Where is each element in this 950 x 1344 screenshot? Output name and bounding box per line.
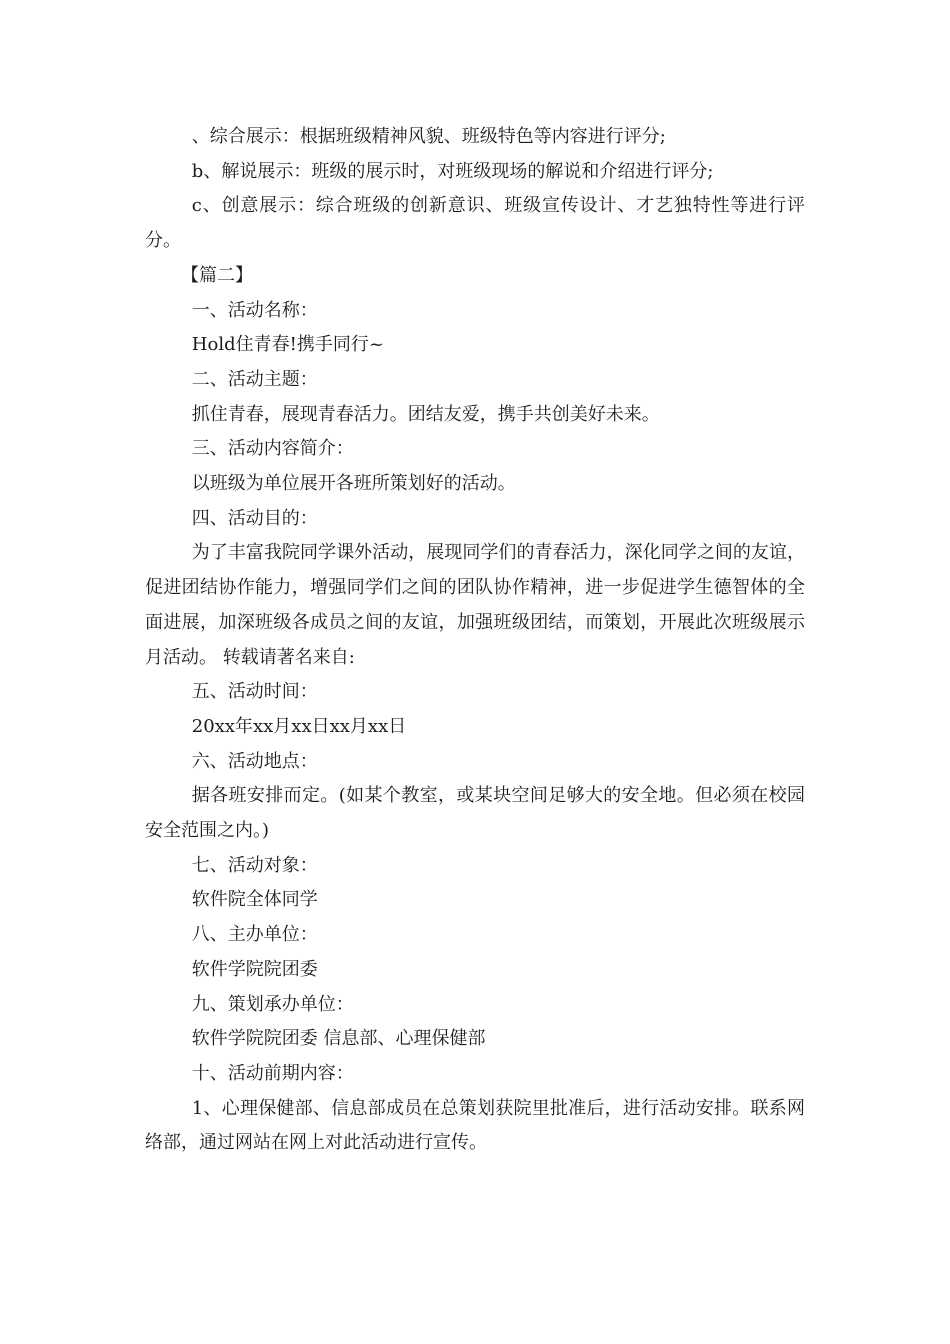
text-preliminary-content: 1、心理保健部、信息部成员在总策划获院里批准后，进行活动安排。联系网络部，通过网站在网上对此活动进行宣传。 [145,1097,805,1154]
heading-preliminary-content: 十、活动前期内容： [191,1062,354,1084]
text-activity-summary: 以班级为单位展开各班所策划好的活动。 [191,473,516,495]
heading-activity-name: 一、活动名称： [191,299,318,321]
heading-activity-theme: 二、活动主题： [191,368,318,390]
section-heading-part-two: 【篇二】 [181,264,253,286]
heading-activity-location: 六、活动地点： [191,750,318,772]
heading-co-organizer: 九、策划承办单位： [191,993,354,1015]
text-organizer: 软件学院院团委 [191,958,318,980]
text-activity-audience: 软件院全体同学 [191,889,318,911]
heading-activity-time: 五、活动时间： [191,681,318,703]
paragraph-comprehensive-display: 、综合展示：根据班级精神风貌、班级特色等内容进行评分; [191,126,666,147]
heading-activity-summary: 三、活动内容简介： [191,438,354,460]
paragraph-commentary-display: b、解说展示：班级的展示时，对班级现场的解说和介绍进行评分; [191,160,714,182]
heading-activity-audience: 七、活动对象： [191,854,318,876]
text-activity-purpose: 为了丰富我院同学课外活动，展现同学们的青春活力，深化同学之间的友谊，促进团结协作能力，增强同学们之间的团队协作精神，进一步促进学生德智体的全面进展，加深班级各成员之间的友谊，加强班级团结，而策划，开展此次班级展示月活动。 转载请著名来自: [145,542,805,668]
text-activity-time: 20xx年xx月xx日xx月xx日 [191,715,407,737]
document-body [145,120,805,1161]
text-activity-theme: 抓住青春，展现青春活力。团结友爱，携手共创美好未来。 [191,403,660,425]
paragraph-creative-display: c、创意展示：综合班级的创新意识、班级宣传设计、才艺独特性等进行评分。 [145,195,805,252]
heading-organizer: 八、主办单位： [191,924,318,946]
text-activity-location: 据各班安排而定。(如某个教室，或某块空间足够大的安全地。但必须在校园安全范围之内。) [145,785,805,842]
text-activity-name: Hold住青春!携手同行~ [191,334,384,356]
heading-activity-purpose: 四、活动目的： [191,507,318,529]
text-co-organizer: 软件学院院团委 信息部、心理保健部 [191,1028,486,1050]
